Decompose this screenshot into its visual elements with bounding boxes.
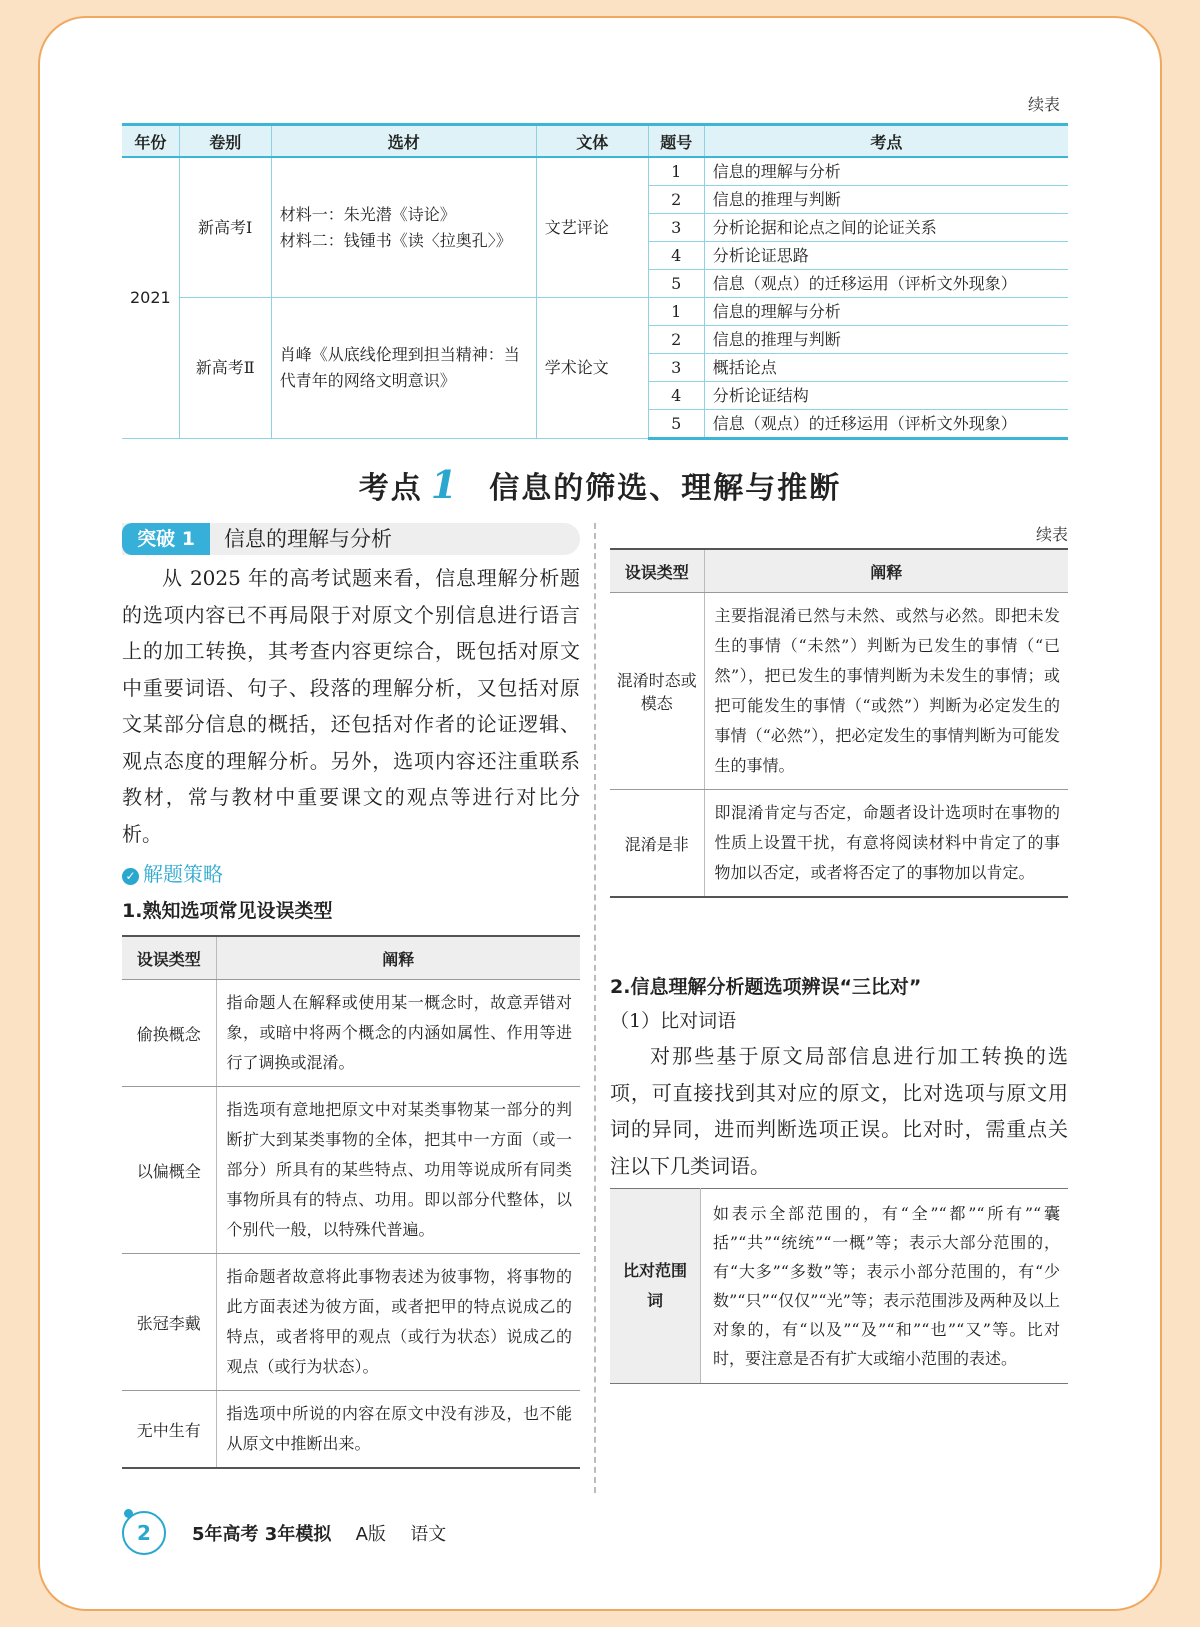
header-explanation: 阐释 bbox=[704, 549, 1068, 593]
exam-point: 信息（观点）的迁移运用（评析文外现象） bbox=[704, 410, 1068, 439]
material-cell: 材料一：朱光潜《诗论》 材料二：钱锺书《读〈拉奥孔〉》 bbox=[271, 157, 536, 298]
exam-point: 信息的理解与分析 bbox=[704, 157, 1068, 186]
edition: A版 bbox=[355, 1524, 386, 1545]
compare-range-label: 比对范围词 bbox=[610, 1189, 701, 1384]
question-no: 1 bbox=[648, 157, 704, 186]
exam-point: 分析论证结构 bbox=[704, 382, 1068, 410]
table-row bbox=[122, 157, 1068, 186]
header-point: 考点 bbox=[704, 125, 1068, 158]
continued-label-top: 续表 bbox=[1027, 95, 1060, 114]
genre-cell: 文艺评论 bbox=[536, 157, 648, 298]
genre-cell: 学术论文 bbox=[536, 298, 648, 439]
question-no: 3 bbox=[648, 354, 704, 382]
breakthrough-title: 信息的理解与分析 bbox=[224, 527, 392, 551]
error-desc: 主要指混淆已然与未然、或然与必然。即把未发生的事情（“未然”）判断为已发生的事情（“已然”），把已发生的事情判断为未发生的事情；或把可能发生的事情（“或然”）判断为必定发生的事情（“必然”），把必定发生的事情判断为可能发生的事情。 bbox=[704, 593, 1068, 790]
question-no: 4 bbox=[648, 382, 704, 410]
page-number: 2 bbox=[122, 1511, 166, 1555]
strategy-label-row bbox=[122, 858, 223, 887]
material-cell: 肖峰《从底线伦理到担当精神：当代青年的网络文明意识》 bbox=[271, 298, 536, 439]
question-no: 1 bbox=[648, 298, 704, 326]
heading-2: 2.信息理解分析题选项辨误“三比对” bbox=[610, 976, 922, 998]
section-title-text: 信息的筛选、理解与推断 bbox=[489, 471, 842, 506]
header-question-no: 题号 bbox=[648, 125, 704, 158]
year-cell: 2021 bbox=[122, 157, 179, 439]
table-row bbox=[122, 980, 580, 1087]
exam-point: 信息的推理与判断 bbox=[704, 186, 1068, 214]
error-type: 张冠李戴 bbox=[122, 1254, 216, 1391]
continued-label-right: 续表 bbox=[1035, 525, 1068, 544]
section-number: 1 bbox=[430, 462, 460, 507]
header-paper: 卷别 bbox=[179, 125, 271, 158]
breakthrough-bar bbox=[122, 523, 580, 555]
question-no: 2 bbox=[648, 186, 704, 214]
footer-text bbox=[192, 1520, 446, 1546]
header-material: 选材 bbox=[271, 125, 536, 158]
header-year: 年份 bbox=[122, 125, 179, 158]
exam-point: 信息（观点）的迁移运用（评析文外现象） bbox=[704, 270, 1068, 298]
error-desc: 指命题者故意将此事物表述为彼事物，将事物的此方面表述为彼方面，或者把甲的特点说成乙的特点，或者将甲的观点（或行为状态）说成乙的观点（或行为状态）。 bbox=[216, 1254, 580, 1391]
exam-point: 概括论点 bbox=[704, 354, 1068, 382]
heading-2-sub: （1）比对词语 bbox=[610, 1010, 737, 1032]
section-title bbox=[0, 462, 1200, 507]
error-desc: 指命题人在解释或使用某一概念时，故意弄错对象，或暗中将两个概念的内涵如属性、作用等进行了调换或混淆。 bbox=[216, 980, 580, 1087]
compare-range-table bbox=[610, 1188, 1068, 1384]
table-row bbox=[122, 298, 1068, 326]
error-type-table-right bbox=[610, 548, 1068, 898]
header-explanation: 阐释 bbox=[216, 936, 580, 980]
exam-point: 信息的推理与判断 bbox=[704, 326, 1068, 354]
subject: 语文 bbox=[410, 1524, 447, 1545]
compare-range-desc: 如表示全部范围的，有“全”“都”“所有”“囊括”“共”“统统”“一概”等；表示大部分范围的，有“大多”“多数”等；表示小部分范围的，有“少数”“只”“仅仅”“光”等；表示范围涉及两种及以上对象的，有“以及”“及”“和”“也”“又”等。比对时，要注意是否有扩大或缩小范围的表述。 bbox=[701, 1189, 1069, 1384]
strategy-label: 解题策略 bbox=[143, 862, 223, 886]
compare-paragraph: 对那些基于原文局部信息进行加工转换的选项，可直接找到其对应的原文，比对选项与原文用词的异同，进而判断选项正误。比对时，需重点关注以下几类词语。 bbox=[610, 1044, 1068, 1178]
question-no: 3 bbox=[648, 214, 704, 242]
error-desc: 即混淆肯定与否定，命题者设计选项时在事物的性质上设置干扰，有意将阅读材料中肯定了的事物加以否定，或者将否定了的事物加以肯定。 bbox=[704, 790, 1068, 898]
exam-table-header bbox=[122, 125, 1068, 158]
error-type: 混淆是非 bbox=[610, 790, 704, 898]
table-row bbox=[610, 1189, 1068, 1384]
error-type: 混淆时态或模态 bbox=[610, 593, 704, 790]
header-genre: 文体 bbox=[536, 125, 648, 158]
table-row bbox=[122, 1254, 580, 1391]
paper-cell: 新高考Ⅱ bbox=[179, 298, 271, 439]
table-row bbox=[610, 593, 1068, 790]
page-dot-icon bbox=[124, 1509, 133, 1518]
error-desc: 指选项中所说的内容在原文中没有涉及，也不能从原文中推断出来。 bbox=[216, 1391, 580, 1469]
error-table-header bbox=[122, 936, 580, 980]
question-no: 5 bbox=[648, 410, 704, 439]
question-no: 4 bbox=[648, 242, 704, 270]
table-row bbox=[610, 790, 1068, 898]
paper-cell: 新高考Ⅰ bbox=[179, 157, 271, 298]
section-prefix: 考点 bbox=[358, 471, 423, 506]
check-circle-icon: ✓ bbox=[122, 868, 139, 885]
book-title: 5年高考 3年模拟 bbox=[192, 1524, 332, 1545]
breakthrough-badge: 突破 1 bbox=[122, 523, 210, 555]
header-error-type: 设误类型 bbox=[122, 936, 216, 980]
question-no: 2 bbox=[648, 326, 704, 354]
exam-point: 分析论证思路 bbox=[704, 242, 1068, 270]
exam-table bbox=[122, 123, 1068, 440]
heading-1: 1.熟知选项常见设误类型 bbox=[122, 900, 333, 922]
intro-paragraph: 从 2025 年的高考试题来看，信息理解分析题的选项内容已不再局限于对原文个别信息进行语言上的加工转换，其考查内容更综合，既包括对原文中重要词语、句子、段落的理解分析，又包括对原文某部分信息的概括，还包括对作者的论证逻辑、观点态度的理解分析。另外，选项内容还注重联系教材，常与教材中重要课文的观点等进行对比分析。 bbox=[122, 566, 580, 846]
exam-point: 分析论据和论点之间的论证关系 bbox=[704, 214, 1068, 242]
question-no: 5 bbox=[648, 270, 704, 298]
header-error-type: 设误类型 bbox=[610, 549, 704, 593]
error-type: 偷换概念 bbox=[122, 980, 216, 1087]
table-row bbox=[122, 1391, 580, 1469]
table-row bbox=[122, 1087, 580, 1254]
error-type: 以偏概全 bbox=[122, 1087, 216, 1254]
error-desc: 指选项有意地把原文中对某类事物某一部分的判断扩大到某类事物的全体，把其中一方面（或一部分）所具有的某些特点、功用等说成所有同类事物所具有的特点、功用。即以部分代整体，以个别代一般，以特殊代普遍。 bbox=[216, 1087, 580, 1254]
error-table-header bbox=[610, 549, 1068, 593]
column-divider bbox=[594, 523, 596, 1493]
exam-point: 信息的理解与分析 bbox=[704, 298, 1068, 326]
error-type: 无中生有 bbox=[122, 1391, 216, 1469]
error-type-table-left bbox=[122, 935, 580, 1469]
